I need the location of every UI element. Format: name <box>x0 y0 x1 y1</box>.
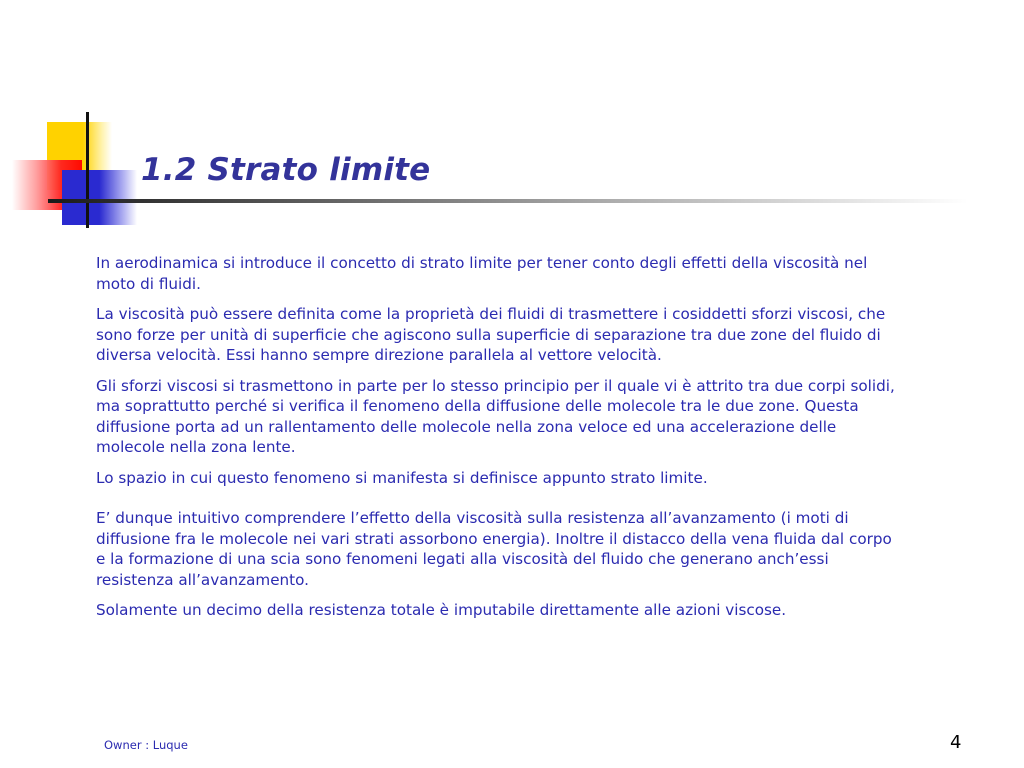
slide-body <box>96 253 896 631</box>
body-paragraph: In aerodinamica si introduce il concetto di strato limite per tener conto degli effetti della viscosità nel moto di fluidi. <box>96 254 868 293</box>
slide-title: 1.2 Strato limite <box>141 152 431 188</box>
title-underline <box>48 199 968 203</box>
body-paragraph: La viscosità può essere definita come la proprietà dei fluidi di trasmettere i cosiddetti sforzi viscosi, che sono forze per unità di superficie che agiscono sulla superficie di separazione tra due zone del fluido di diversa velocità. Essi hanno sempre direzione parallela al vettore velocità. <box>96 305 886 364</box>
page-number: 4 <box>950 732 962 753</box>
title-decoration <box>0 0 160 240</box>
footer-owner: Owner : Luque <box>104 738 188 752</box>
vertical-rule <box>86 112 89 228</box>
blue-square-decoration <box>62 170 137 225</box>
body-paragraph: Solamente un decimo della resistenza totale è imputabile direttamente alle azioni viscose. <box>96 601 787 619</box>
body-paragraph: Gli sforzi viscosi si trasmettono in parte per lo stesso principio per il quale vi è attrito tra due corpi solidi, ma soprattutto perché si verifica il fenomeno della diffusione delle molecole tra le due zone. Questa diffusione porta ad un rallentamento delle molecole nella zona veloce ed una accelerazione delle molecole nella zona lente. <box>96 376 895 456</box>
body-paragraph: Lo spazio in cui questo fenomeno si manifesta si definisce appunto strato limite. <box>96 468 708 487</box>
body-paragraph: E’ dunque intuitivo comprendere l’effetto della viscosità sulla resistenza all’avanzamento (i moti di diffusione fra le molecole nei vari strati assorbono energia). Inoltre il distacco della vena fluida dal corpo e la formazione di una scia sono fenomeni legati alla viscosità del fluido che generano anch’essi resistenza all’avanzamento. <box>96 509 892 589</box>
